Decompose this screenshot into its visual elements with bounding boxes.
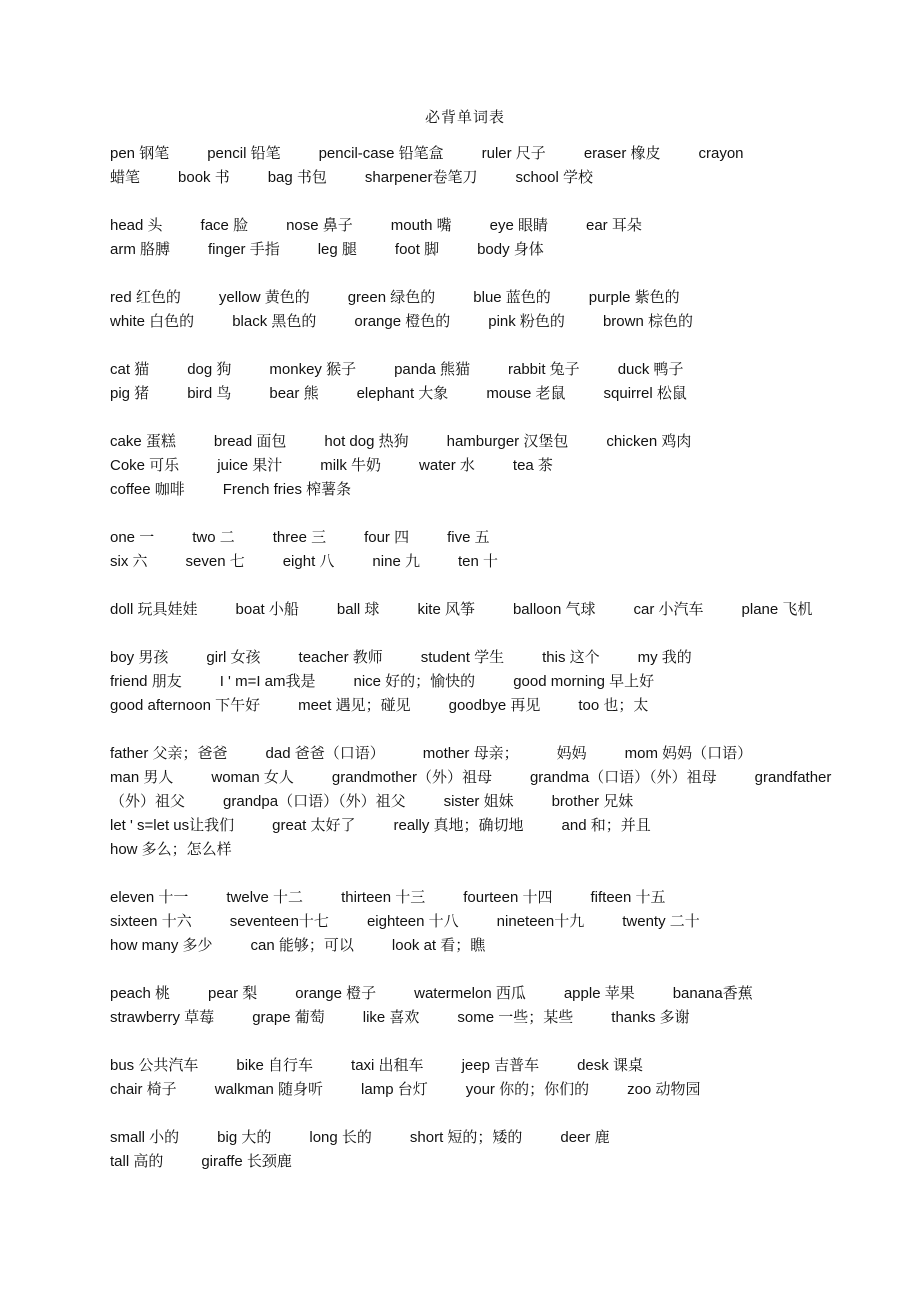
word-line: [110, 766, 832, 790]
word-line: [110, 742, 820, 766]
word-entry: can 能够；可以: [250, 937, 354, 954]
word-entry: purple 紫色的: [588, 289, 680, 306]
word-line: [110, 358, 820, 382]
word-entry: grandmother（外）祖母: [331, 769, 492, 786]
word-entry: orange 橙子: [295, 985, 377, 1002]
word-entry: great 太好了: [272, 817, 356, 834]
word-entry: big 大的: [217, 1129, 272, 1146]
word-line: [110, 646, 820, 670]
word-entry: tea 茶: [512, 457, 553, 474]
word-line: [110, 1006, 820, 1030]
word-entry: chicken 鸡肉: [606, 433, 692, 450]
word-entry: lamp 台灯: [361, 1081, 428, 1098]
word-line: [110, 790, 820, 814]
word-section-colors: [110, 286, 820, 334]
word-entry: finger 手指: [208, 241, 280, 258]
word-entry: friend 朋友: [110, 673, 182, 690]
word-entry: good morning 早上好: [513, 673, 655, 690]
word-entry: how 多么；怎么样: [110, 841, 232, 858]
word-line: [110, 910, 820, 934]
word-entry: blue 蓝色的: [473, 289, 551, 306]
word-section-body-parts: [110, 214, 820, 262]
word-entry: mouth 嘴: [390, 217, 452, 234]
word-entry: arm 胳膊: [110, 241, 171, 258]
word-entry: tall 高的: [110, 1153, 164, 1170]
word-entry: elephant 大象: [356, 385, 449, 402]
word-entry: fourteen 十四: [463, 889, 553, 906]
word-entry: look at 看；瞧: [391, 937, 486, 954]
word-line: [110, 838, 820, 862]
word-entry: and 和；并且: [561, 817, 651, 834]
word-entry: good afternoon 下午好: [110, 697, 261, 714]
word-entry: body 身体: [477, 241, 544, 258]
word-entry: really 真地；确切地: [393, 817, 524, 834]
word-line: [110, 1078, 820, 1102]
word-entry: sixteen 十六: [110, 913, 192, 930]
word-entry: twelve 十二: [226, 889, 304, 906]
word-section-toys-vehicles: [110, 598, 820, 622]
word-entry: peach 桃: [110, 985, 171, 1002]
word-entry: rabbit 兔子: [507, 361, 580, 378]
word-entry: ear 耳朵: [586, 217, 642, 234]
word-entry: bag 书包: [267, 169, 327, 186]
word-section-fruits: [110, 982, 820, 1030]
word-entry: pencil 铅笔: [207, 145, 281, 162]
word-entry: apple 苹果: [563, 985, 635, 1002]
word-line: [110, 1126, 820, 1150]
word-section-transport-and-objects: [110, 1054, 820, 1102]
word-entry: let ' s=let us让我们: [110, 817, 235, 834]
word-entry: thanks 多谢: [611, 1009, 690, 1026]
word-entry: sharpener卷笔刀: [364, 169, 478, 186]
word-line: [110, 550, 820, 574]
word-entry: how many 多少: [110, 937, 213, 954]
word-entry: green 绿色的: [347, 289, 436, 306]
word-entry: plane 飞机: [741, 601, 813, 618]
word-line: [110, 1150, 820, 1174]
word-entry: squirrel 松鼠: [603, 385, 687, 402]
word-entry: student 学生: [420, 649, 505, 666]
word-entry: crayon: [698, 145, 744, 162]
word-entry: deer 鹿: [560, 1129, 610, 1146]
word-entry: grape 葡萄: [252, 1009, 325, 1026]
word-entry: jeep 吉普车: [461, 1057, 540, 1074]
word-entry: bear 熊: [269, 385, 319, 402]
word-entry: dog 狗: [187, 361, 232, 378]
word-entry: white 白色的: [110, 313, 195, 330]
word-section-family: [110, 742, 832, 862]
word-entry: bread 面包: [213, 433, 287, 450]
word-entry: boat 小船: [235, 601, 299, 618]
word-entry: girl 女孩: [206, 649, 261, 666]
word-entry: this 这个: [542, 649, 600, 666]
word-entry: nose 鼻子: [286, 217, 353, 234]
word-entry: giraffe 长颈鹿: [201, 1153, 292, 1170]
word-entry: watermelon 西瓜: [414, 985, 526, 1002]
word-line: [110, 166, 820, 190]
word-entry: balloon 气球: [512, 601, 596, 618]
word-entry: bike 自行车: [236, 1057, 314, 1074]
word-line: [110, 142, 820, 166]
word-entry: some 一些；某些: [457, 1009, 574, 1026]
word-entry: eighteen 十八: [366, 913, 459, 930]
word-entry: French fries 榨薯条: [222, 481, 352, 498]
word-entry: long 长的: [309, 1129, 372, 1146]
word-entry: panda 熊猫: [394, 361, 470, 378]
word-entry: mom 妈妈（口语）: [624, 745, 753, 762]
word-entry: man 男人: [110, 769, 174, 786]
word-line: [110, 310, 820, 334]
word-entry: eye 眼睛: [489, 217, 548, 234]
word-entry: bus 公共汽车: [110, 1057, 199, 1074]
word-entry: pencil-case 铅笔盒: [318, 145, 444, 162]
word-entry: thirteen 十三: [341, 889, 426, 906]
word-entry: kite 风筝: [417, 601, 475, 618]
word-entry: twenty 二十: [622, 913, 700, 930]
word-entry: walkman 随身听: [214, 1081, 324, 1098]
word-entry: coffee 咖啡: [110, 481, 185, 498]
word-entry: cat 猫: [110, 361, 150, 378]
word-entry: water 水: [419, 457, 475, 474]
word-entry: eraser 橡皮: [583, 145, 661, 162]
word-section-food-and-drinks: [110, 430, 820, 502]
word-line: [110, 430, 820, 454]
word-entry: face 脸: [200, 217, 249, 234]
page-title: 必背单词表: [424, 109, 505, 126]
word-entry: goodbye 再见: [448, 697, 541, 714]
word-entry: ruler 尺子: [481, 145, 546, 162]
word-line: [110, 526, 820, 550]
word-line: [110, 238, 820, 262]
word-entry: car 小汽车: [633, 601, 704, 618]
word-entry: meet 遇见；碰见: [298, 697, 411, 714]
word-entry: fifteen 十五: [590, 889, 666, 906]
word-entry: （外）祖父: [110, 793, 186, 810]
word-entry: ball 球: [336, 601, 380, 618]
word-entry: Coke 可乐: [110, 457, 180, 474]
word-entry: eleven 十一: [110, 889, 189, 906]
word-entry: school 学校: [515, 169, 593, 186]
word-section-adjectives: [110, 1126, 820, 1174]
word-entry: I ' m=I am我是: [219, 673, 316, 690]
word-entry: sister 姐妹: [443, 793, 514, 810]
word-entry: 蜡笔: [110, 169, 141, 186]
word-entry: grandfather: [754, 769, 832, 786]
word-entry: father 父亲；爸爸: [110, 745, 228, 762]
word-entry: boy 男孩: [110, 649, 169, 666]
word-entry: desk 课桌: [577, 1057, 643, 1074]
word-section-numbers-1-10: [110, 526, 820, 574]
word-line: [110, 934, 820, 958]
word-entry: woman 女人: [211, 769, 294, 786]
word-section-school-supplies: [110, 142, 820, 190]
word-entry: teacher 教师: [298, 649, 383, 666]
word-list: [110, 142, 832, 1174]
word-entry: zoo 动物园: [627, 1081, 701, 1098]
word-line: [110, 214, 820, 238]
word-section-numbers-11-20: [110, 886, 820, 958]
word-entry: hot dog 热狗: [324, 433, 409, 450]
word-line: [110, 670, 820, 694]
word-line: [110, 454, 820, 478]
word-entry: nine 九: [372, 553, 420, 570]
word-entry: six 六: [110, 553, 148, 570]
word-entry: dad 爸爸（口语）: [265, 745, 385, 762]
word-entry: seven 七: [185, 553, 245, 570]
word-entry: bird 鸟: [187, 385, 232, 402]
word-section-animals: [110, 358, 820, 406]
word-entry: cake 蛋糕: [110, 433, 176, 450]
word-line: [110, 814, 820, 838]
word-entry: orange 橙色的: [354, 313, 451, 330]
word-entry: mouse 老鼠: [486, 385, 566, 402]
word-line: [110, 478, 820, 502]
word-entry: yellow 黄色的: [218, 289, 310, 306]
word-entry: my 我的: [637, 649, 692, 666]
word-entry: small 小的: [110, 1129, 180, 1146]
word-entry: one 一: [110, 529, 155, 546]
word-entry: hamburger 汉堡包: [446, 433, 569, 450]
word-entry: book 书: [178, 169, 230, 186]
word-line: [110, 886, 820, 910]
word-line: [110, 982, 820, 1006]
word-entry: foot 脚: [394, 241, 440, 258]
word-entry: five 五: [447, 529, 490, 546]
word-entry: doll 玩具娃娃: [110, 601, 198, 618]
word-entry: taxi 出租车: [351, 1057, 424, 1074]
word-entry: two 二: [192, 529, 235, 546]
word-entry: black 黑色的: [232, 313, 317, 330]
word-entry: chair 椅子: [110, 1081, 177, 1098]
word-entry: four 四: [364, 529, 410, 546]
word-entry: like 喜欢: [362, 1009, 420, 1026]
word-entry: short 短的；矮的: [409, 1129, 523, 1146]
word-section-people-and-greetings: [110, 646, 820, 718]
word-entry: grandma（口语）（外）祖母: [529, 769, 717, 786]
word-entry: leg 腿: [317, 241, 357, 258]
word-entry: three 三: [272, 529, 327, 546]
word-entry: red 红色的: [110, 289, 181, 306]
word-line: [110, 694, 820, 718]
word-entry: too 也；太: [578, 697, 649, 714]
word-entry: eight 八: [282, 553, 335, 570]
word-entry: mother 母亲；: [422, 745, 519, 762]
word-entry: your 你的；你们的: [465, 1081, 590, 1098]
word-entry: pear 梨: [208, 985, 258, 1002]
word-entry: milk 牛奶: [320, 457, 382, 474]
word-entry: pink 粉色的: [488, 313, 565, 330]
word-line: [110, 382, 820, 406]
word-entry: strawberry 草莓: [110, 1009, 215, 1026]
word-line: [110, 286, 820, 310]
word-entry: head 头: [110, 217, 163, 234]
word-entry: nice 好的；愉快的: [353, 673, 476, 690]
word-entry: duck 鸭子: [617, 361, 684, 378]
word-entry: banana香蕉: [672, 985, 753, 1002]
word-entry: monkey 猴子: [269, 361, 357, 378]
word-entry: pig 猪: [110, 385, 150, 402]
word-entry: 妈妈: [556, 745, 587, 762]
word-entry: ten 十: [457, 553, 498, 570]
word-entry: nineteen十九: [496, 913, 585, 930]
word-entry: brown 棕色的: [602, 313, 693, 330]
word-entry: juice 果汁: [217, 457, 283, 474]
word-line: [110, 598, 820, 622]
word-entry: seventeen十七: [229, 913, 329, 930]
word-entry: brother 兄妹: [551, 793, 634, 810]
word-entry: grandpa（口语）（外）祖父: [223, 793, 406, 810]
word-entry: pen 钢笔: [110, 145, 170, 162]
word-line: [110, 1054, 820, 1078]
